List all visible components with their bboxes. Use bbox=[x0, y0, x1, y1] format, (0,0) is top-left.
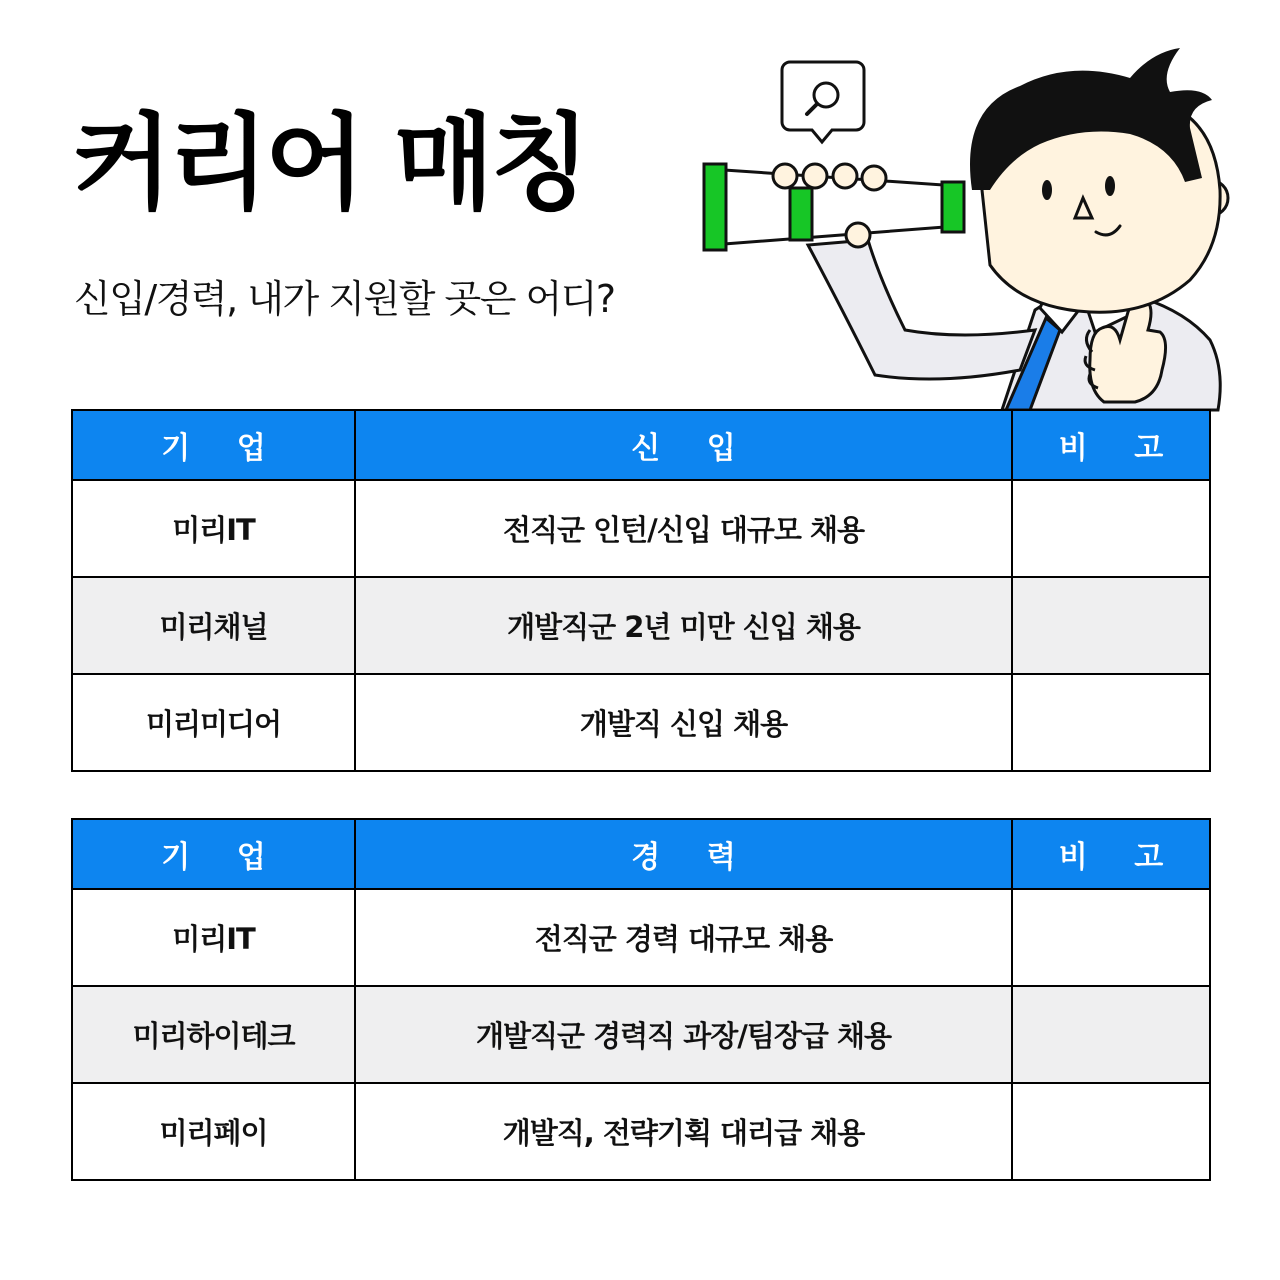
description-cell: 전직군 인턴/신입 대규모 채용 bbox=[355, 480, 1012, 577]
remarks-cell bbox=[1012, 986, 1210, 1083]
header-experienced: 경 력 bbox=[355, 819, 1012, 889]
table-header-row bbox=[72, 410, 1210, 480]
description-cell: 개발직 신입 채용 bbox=[355, 674, 1012, 771]
remarks-cell bbox=[1012, 674, 1210, 771]
table-row bbox=[72, 674, 1210, 771]
remarks-cell bbox=[1012, 1083, 1210, 1180]
company-cell: 미리채널 bbox=[72, 577, 355, 674]
page-title: 커리어 매칭 bbox=[72, 102, 587, 224]
company-cell: 미리미디어 bbox=[72, 674, 355, 771]
magnifier-speech-bubble-icon bbox=[782, 62, 864, 142]
businessman-binoculars-illustration bbox=[690, 40, 1250, 420]
header-remarks: 비 고 bbox=[1012, 410, 1210, 480]
table-row bbox=[72, 480, 1210, 577]
remarks-cell bbox=[1012, 889, 1210, 986]
experienced-table bbox=[71, 818, 1211, 1181]
table-header-row bbox=[72, 819, 1210, 889]
table-row bbox=[72, 577, 1210, 674]
header-company: 기 업 bbox=[72, 410, 355, 480]
binoculars bbox=[704, 164, 964, 250]
description-cell: 개발직군 경력직 과장/팀장급 채용 bbox=[355, 986, 1012, 1083]
company-cell: 미리페이 bbox=[72, 1083, 355, 1180]
description-cell: 개발직, 전략기획 대리급 채용 bbox=[355, 1083, 1012, 1180]
header-company: 기 업 bbox=[72, 819, 355, 889]
page-subtitle: 신입/경력, 내가 지원할 곳은 어디? bbox=[74, 277, 615, 321]
remarks-cell bbox=[1012, 480, 1210, 577]
remarks-cell bbox=[1012, 577, 1210, 674]
description-cell: 개발직군 2년 미만 신입 채용 bbox=[355, 577, 1012, 674]
table-row bbox=[72, 986, 1210, 1083]
table-row bbox=[72, 889, 1210, 986]
businessman-head bbox=[970, 48, 1228, 312]
header-new-graduate: 신 입 bbox=[355, 410, 1012, 480]
company-cell: 미리IT bbox=[72, 480, 355, 577]
table-row bbox=[72, 1083, 1210, 1180]
description-cell: 전직군 경력 대규모 채용 bbox=[355, 889, 1012, 986]
company-cell: 미리하이테크 bbox=[72, 986, 355, 1083]
new-graduate-table bbox=[71, 409, 1211, 772]
header-remarks: 비 고 bbox=[1012, 819, 1210, 889]
company-cell: 미리IT bbox=[72, 889, 355, 986]
